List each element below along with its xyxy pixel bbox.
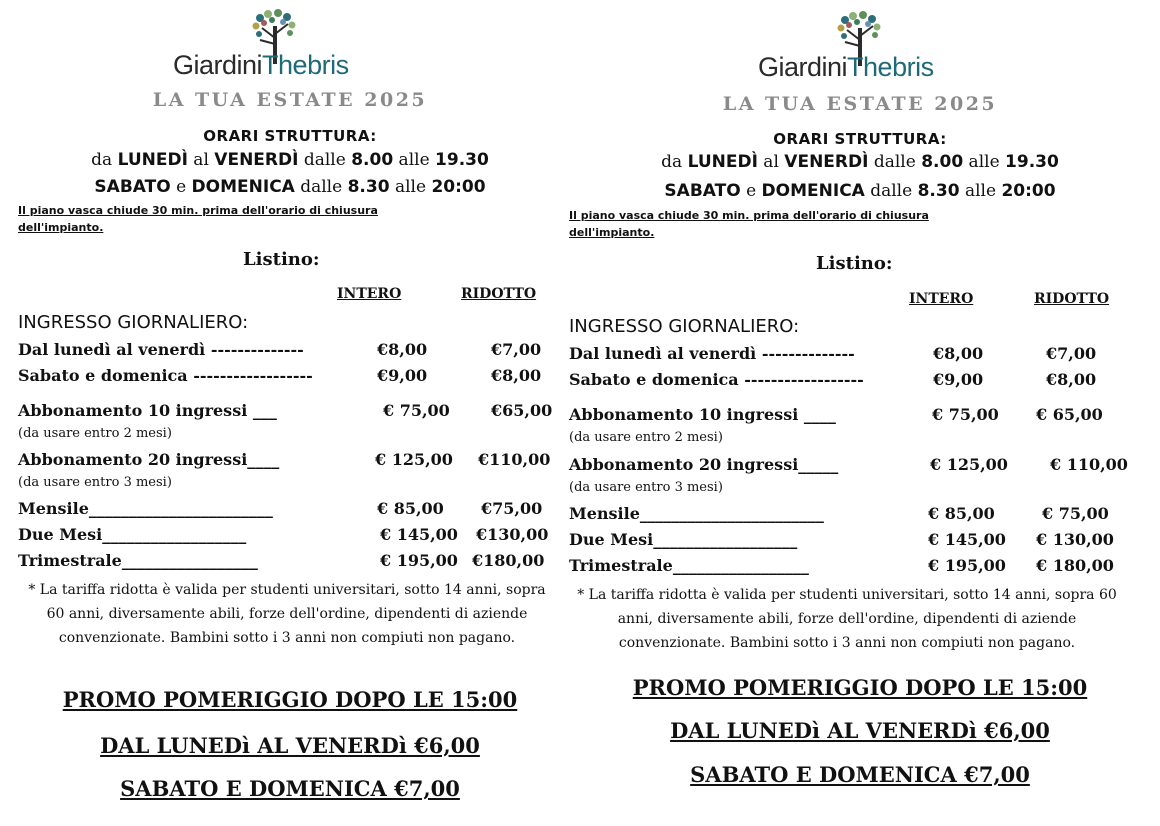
col-intero-header: INTERO [909,291,974,307]
price-intero: €9,00 [377,366,428,385]
brand-name-part2: Thebris [262,50,349,80]
price-intero: € 195,00 [928,556,1006,575]
brand-name-part1: Giardini [758,52,848,82]
price-intero: € 85,00 [377,499,444,518]
price-row-label: Mensile_______________________ [569,504,824,523]
price-ridotto: € 130,00 [1036,530,1114,549]
brand-logo [173,50,349,81]
promo-line-2: DAL LUNEDì AL VENERDì €6,00 [670,718,1050,743]
promo-line-1: PROMO POMERIGGIO DOPO LE 15:00 [632,675,1088,700]
price-row-label: Mensile_______________________ [18,499,273,518]
price-row-label: Trimestrale_________________ [569,556,809,575]
brand-logo [758,52,934,83]
hours-weekend: SABATO e DOMENICA dalle 8.30 alle 20:00 [94,177,486,197]
price-flyer-left [0,0,580,820]
hours-weekdays: da LUNEDÌ al VENERDÌ dalle 8.00 alle 19.30 [91,150,489,170]
section-daily-entry: INGRESSO GIORNALIERO: [569,316,800,337]
price-row-label: Sabato e domenica ------------------ [18,366,313,385]
validity-note: (da usare entro 3 mesi) [18,475,172,490]
col-ridotto-header: RIDOTTO [1034,291,1110,307]
price-intero: € 75,00 [383,401,450,420]
price-row-label: Abbonamento 20 ingressi_____ [569,455,839,474]
price-ridotto: €8,00 [1046,370,1097,389]
price-intero: € 195,00 [380,551,458,570]
price-row-label: Sabato e domenica ------------------ [569,370,864,389]
price-ridotto: €180,00 [472,551,545,570]
price-ridotto: €7,00 [491,340,542,359]
validity-note: (da usare entro 2 mesi) [569,430,723,445]
price-ridotto: € 65,00 [1036,405,1103,424]
price-row-label: Dal lunedì al venerdì -------------- [569,344,855,363]
price-row-label: Due Mesi__________________ [569,530,798,549]
price-ridotto: € 180,00 [1036,556,1114,575]
price-flyer-right [560,6,1140,826]
section-daily-entry: INGRESSO GIORNALIERO: [18,312,249,333]
promo-line-3: SABATO E DOMENICA €7,00 [120,776,460,801]
price-row-label: Abbonamento 10 ingressi ___ [18,401,277,420]
price-row-label: Trimestrale_________________ [18,551,258,570]
hours-title: ORARI STRUTTURA: [203,127,377,145]
price-ridotto: €7,00 [1046,344,1097,363]
brand-name-part1: Giardini [173,50,263,80]
price-ridotto: €110,00 [478,450,551,469]
price-row-label: Abbonamento 10 ingressi ____ [569,405,836,424]
price-row-label: Dal lunedì al venerdì -------------- [18,340,304,359]
brand-name-part2: Thebris [847,52,934,82]
hours-weekend: SABATO e DOMENICA dalle 8.30 alle 20:00 [664,181,1056,201]
price-intero: €9,00 [933,370,984,389]
price-intero: € 75,00 [932,405,999,424]
season-title: LA TUA ESTATE 2025 [152,89,428,111]
price-ridotto: €75,00 [481,499,543,518]
hours-weekdays: da LUNEDÌ al VENERDÌ dalle 8.00 alle 19.30 [661,152,1059,172]
validity-note: (da usare entro 2 mesi) [18,426,172,441]
price-intero: € 85,00 [928,504,995,523]
price-ridotto: €130,00 [476,525,549,544]
promo-line-2: DAL LUNEDì AL VENERDì €6,00 [100,733,480,758]
price-intero: €8,00 [933,344,984,363]
price-ridotto: € 110,00 [1050,455,1128,474]
col-ridotto-header: RIDOTTO [461,286,537,302]
pool-closing-note: Il piano vasca chiude 30 min. prima dell'orario di chiusura dell'impianto. [18,204,378,234]
listino-title: Listino: [816,253,893,274]
price-intero: €8,00 [377,340,428,359]
listino-title: Listino: [243,249,320,270]
price-intero: € 125,00 [930,455,1008,474]
hours-title: ORARI STRUTTURA: [773,130,947,148]
pool-closing-note: Il piano vasca chiude 30 min. prima dell'orario di chiusura dell'impianto. [569,209,929,239]
validity-note: (da usare entro 3 mesi) [569,480,723,495]
price-ridotto: €65,00 [491,401,553,420]
discount-footnote: * La tariffa ridotta è valida per studenti universitari, sotto 14 anni, sopra 60 anni, diversamente abili, forze dell'ordine, dipendenti di aziende convenzionate. Bambini sotto i 3 anni non compiuti non pagano. [577,587,1117,651]
price-ridotto: € 75,00 [1042,504,1109,523]
price-intero: € 145,00 [380,525,458,544]
promo-line-1: PROMO POMERIGGIO DOPO LE 15:00 [62,687,518,712]
season-title: LA TUA ESTATE 2025 [722,93,998,115]
price-ridotto: €8,00 [491,366,542,385]
price-row-label: Due Mesi__________________ [18,525,247,544]
col-intero-header: INTERO [337,286,402,302]
price-intero: € 125,00 [375,450,453,469]
price-intero: € 145,00 [928,530,1006,549]
promo-line-3: SABATO E DOMENICA €7,00 [690,762,1030,787]
discount-footnote: * La tariffa ridotta è valida per studenti universitari, sotto 14 anni, sopra 60 anni, diversamente abili, forze dell'ordine, dipendenti di aziende convenzionate. Bambini sotto i 3 anni non compiuti non pagano. [28,582,546,646]
price-row-label: Abbonamento 20 ingressi____ [18,450,280,469]
